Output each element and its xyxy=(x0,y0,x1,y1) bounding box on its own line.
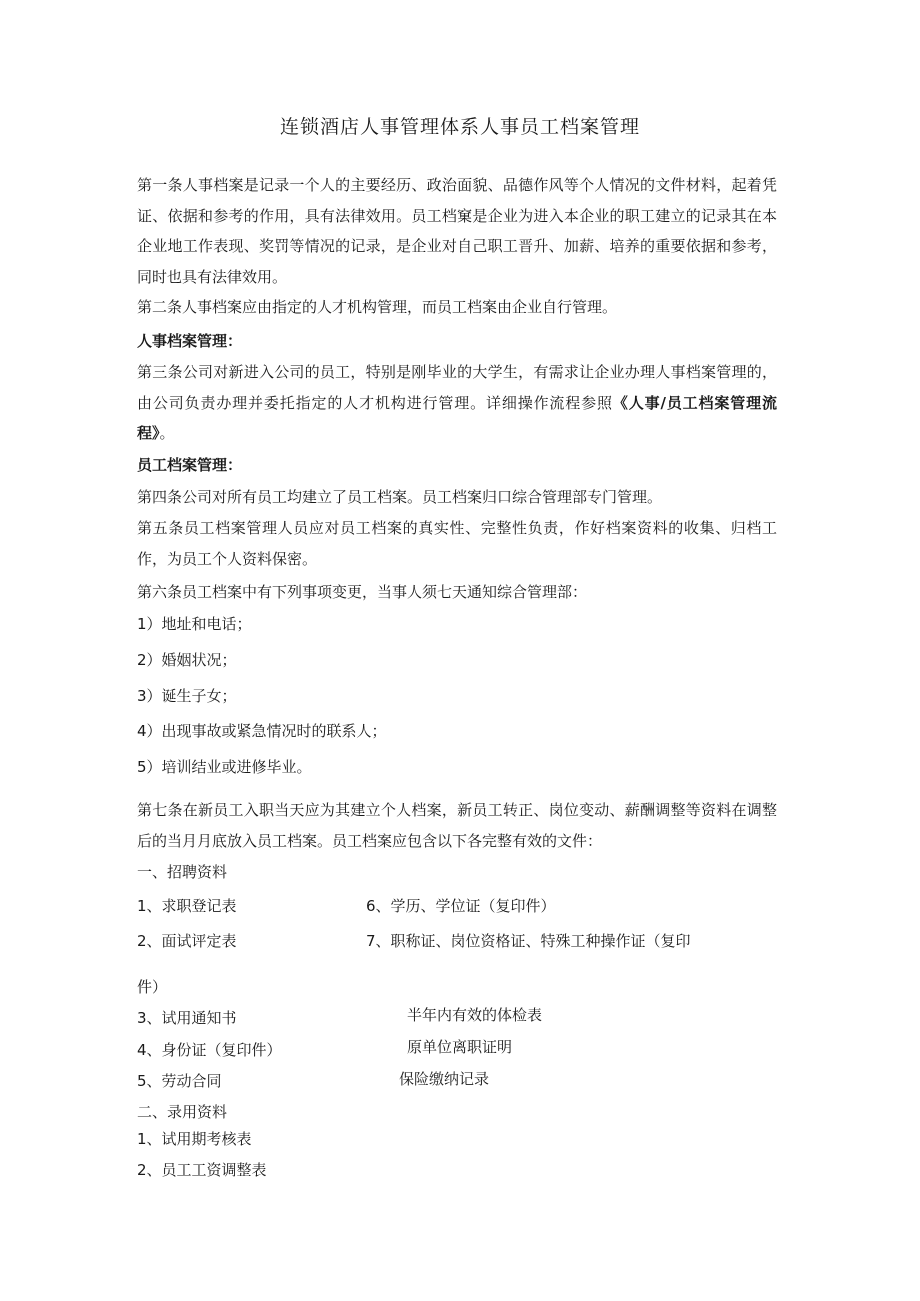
hiring-item: 2、员工工资调整表 xyxy=(137,1161,267,1179)
article-6: 第六条员工档案中有下列事项变更，当事人须七天通知综合管理部： xyxy=(137,583,588,601)
article-3 xyxy=(137,357,777,449)
article-7: 第七条在新员工入职当天应为其建立个人档案，新员工转正、岗位变动、薪酬调整等资料在调整后的当月月底放入员工档案。员工档案应包含以下各完整有效的文件： xyxy=(137,801,777,850)
recruitment-item: 3、试用通知书 xyxy=(137,1009,237,1027)
recruitment-item: 1、求职登记表 xyxy=(137,897,237,915)
recruitment-item-wrap: 件） xyxy=(137,978,168,996)
article-5: 第五条员工档案管理人员应对员工档案的真实性、完整性负责，作好档案资料的收集、归档工作，为员工个人资料保密。 xyxy=(137,519,777,568)
change-item: 2）婚姻状况； xyxy=(137,651,237,669)
section-recruitment-heading: 一、招聘资料 xyxy=(137,863,228,881)
change-item: 5）培训结业或进修毕业。 xyxy=(137,758,312,776)
article-4: 第四条公司对所有员工均建立了员工档案。员工档案归口综合管理部专门管理。 xyxy=(137,488,663,506)
recruitment-item: 6、学历、学位证（复印件） xyxy=(366,897,556,915)
hiring-item: 1、试用期考核表 xyxy=(137,1130,252,1148)
recruitment-item: 2、面试评定表 xyxy=(137,932,237,950)
change-item: 1）地址和电话； xyxy=(137,615,252,633)
recruitment-item: 5、劳动合同 xyxy=(137,1072,222,1090)
article-3-reference: 《人事/员工档案管理流程》 xyxy=(137,393,777,442)
change-item: 4）出现事故或紧急情况时的联系人； xyxy=(137,722,387,740)
heading-employee-archives: 员工档案管理： xyxy=(137,456,243,474)
recruitment-item: 保险缴纳记录 xyxy=(399,1070,490,1088)
page-title: 连锁酒店人事管理体系人事员工档案管理 xyxy=(279,116,640,138)
heading-personnel-archives: 人事档案管理： xyxy=(137,332,243,350)
recruitment-item: 4、身份证（复印件） xyxy=(137,1041,282,1059)
article-2: 第二条人事档案应由指定的人才机构管理，而员工档案由企业自行管理。 xyxy=(137,298,618,316)
recruitment-item: 半年内有效的体检表 xyxy=(407,1006,543,1024)
article-3-text: 第三条公司对新进入公司的员工，特别是刚毕业的大学生，有需求让企业办理人事档案管理的，由公司负责办理并委托指定的人才机构进行管理。详细操作流程参照 xyxy=(137,363,777,412)
recruitment-item: 7、职称证、岗位资格证、特殊工种操作证（复印 xyxy=(366,932,691,950)
recruitment-item: 原单位离职证明 xyxy=(407,1038,513,1056)
change-item: 3）诞生子女； xyxy=(137,687,237,705)
article-1: 第一条人事档案是记录一个人的主要经历、政治面貌、品德作风等个人情况的文件材料，起着凭证、依据和参考的作用，具有法律效用。员工档窠是企业为进入本企业的职工建立的记录其在本企业地工作表现、奖罚等情况的记录，是企业对自己职工晋升、加薪、培养的重要依据和参考，同时也具有法律效用。 xyxy=(137,176,777,286)
section-hiring-heading: 二、录用资料 xyxy=(137,1103,228,1121)
article-3-end: 。 xyxy=(159,424,175,442)
